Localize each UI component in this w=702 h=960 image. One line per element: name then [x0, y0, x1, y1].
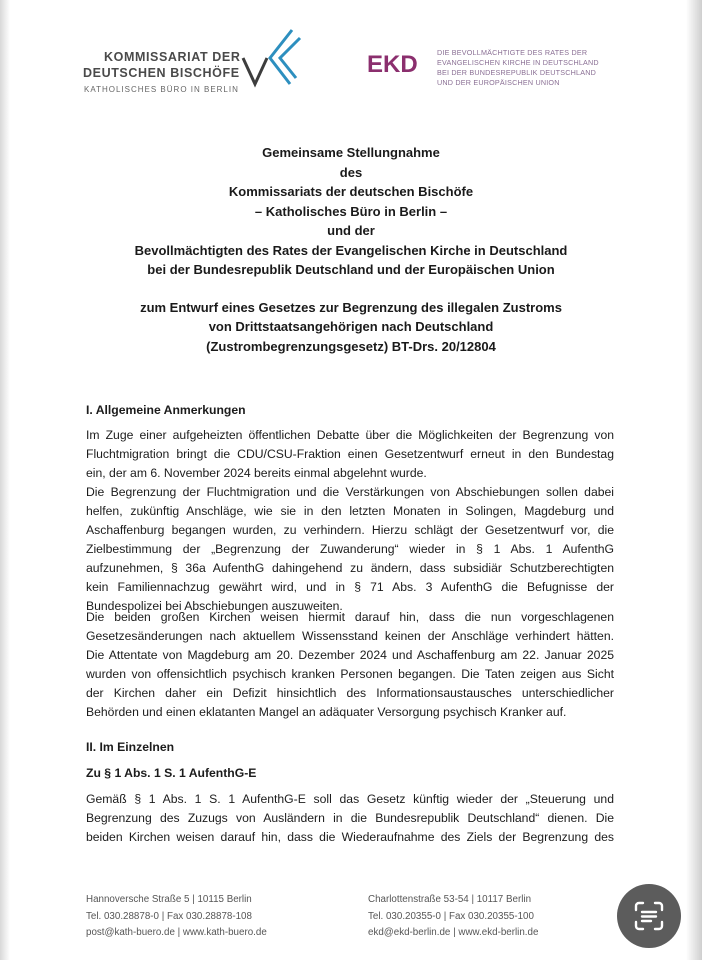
page-edge-right: [686, 0, 702, 960]
subtitle-line: (Zustrombegrenzungsgesetz) BT-Drs. 20/12804: [206, 338, 496, 354]
footer-line: Tel. 030.28878-0 | Fax 030.28878-108: [86, 910, 252, 922]
title-line: Kommissariats der deutschen Bischöfe: [228, 184, 474, 199]
ekd-logo-line: UND DER EUROPÄISCHEN UNION: [437, 78, 560, 87]
text-line: Bundespolizei bei Abschiebungen auszuweiten.: [86, 599, 343, 613]
title-line: und der: [327, 223, 375, 238]
paragraph: [86, 608, 614, 722]
text-line: der Kirchen daher ein Defizit hinsichtlich des Informationsaustausches unterschiedlicher: [86, 686, 614, 700]
kath-logo-line2: DEUTSCHEN BISCHÖFE: [83, 66, 240, 80]
page-edge-left: [0, 0, 10, 960]
ekd-logo-line: EVANGELISCHEN KIRCHE IN DEUTSCHLAND: [437, 58, 599, 67]
text-line: beiden Kirchen weisen darauf hin, dass die Wiederaufnahme des Ziels der Begrenzung des: [86, 830, 614, 844]
title-line: Gemeinsame Stellungnahme: [262, 145, 440, 160]
paragraph: [86, 426, 614, 483]
text-line: helfen, zukünftig Anschläge, wie sie in den letzten Monaten in Solingen, Magdeburg und: [86, 504, 614, 518]
footer-line: Hannoversche Straße 5 | 10115 Berlin: [86, 894, 252, 905]
ekd-logo-line: BEI DER BUNDESREPUBLIK DEUTSCHLAND: [437, 68, 596, 77]
section-heading: II. Im Einzelnen: [86, 740, 175, 754]
text-line: aufzunehmen, § 36a AufenthG dahingehend zu ändern, dass subsidiär Schutzberechtigten: [86, 561, 614, 575]
footer-address-kath: [86, 892, 267, 942]
text-line: ein, der am 6. November 2024 bereits einmal abgelehnt wurde.: [86, 466, 427, 480]
title-line: Bevollmächtigten des Rates der Evangelischen Kirche in Deutschland: [134, 242, 568, 258]
text-line: Begrenzung des Zuzugs von Ausländern in die Bundesrepublik Deutschland“ dienen. Die: [86, 811, 614, 825]
document-title: [82, 143, 620, 356]
text-scan-icon: [633, 900, 665, 932]
text-line: Fluchtmigration bringt die CDU/CSU-Fraktion einen Gesetzentwurf erneut in den Bundestag: [86, 447, 614, 461]
ekd-logo: [367, 48, 627, 98]
text-line: Gemäß § 1 Abs. 1 S. 1 AufenthG-E soll das Gesetz künftig wieder der „Steuerung und: [86, 792, 614, 806]
title-line: – Katholisches Büro in Berlin –: [254, 203, 448, 219]
text-line: wurden von offensichtlich psychisch kranken Personen begangen. Die Taten zeigen aus Sicht: [86, 667, 614, 681]
text-scan-button[interactable]: [617, 884, 681, 948]
text-line: kein Familiennachzug gewährt wird, und in § 71 Abs. 3 AufenthG die Befugnisse der: [86, 580, 614, 594]
kath-logo-line1: KOMMISSARIAT DER: [104, 50, 241, 64]
text-line: Aschaffenburg begangen wurden, zu verhindern. Hierzu schlägt der Gesetzentwurf vor, die: [86, 523, 614, 537]
text-line: Behörden und einen eklatanten Mangel an adäquater Versorgung psychisch Kranker auf.: [86, 705, 567, 719]
footer-line: post@kath-buero.de | www.kath-buero.de: [86, 927, 267, 938]
paragraph: [86, 483, 614, 616]
subtitle-line: von Drittstaatsangehörigen nach Deutschland: [208, 319, 494, 334]
footer-address-ekd: [368, 892, 538, 942]
paragraph: [86, 790, 614, 847]
subsection-heading: Zu § 1 Abs. 1 S. 1 AufenthG-E: [86, 766, 257, 780]
text-line: Zielbestimmung der „Begrenzung der Zuwanderung“ wieder in § 1 Abs. 1 AufenthG: [86, 542, 614, 556]
kath-buero-logo: [82, 30, 312, 100]
kath-logo-subtitle: KATHOLISCHES BÜRO IN BERLIN: [84, 85, 239, 94]
text-line: Die Attentate von Magdeburg am 20. Dezember 2024 und Aschaffenburg am 22. Januar 2025: [86, 648, 614, 662]
section-heading: I. Allgemeine Anmerkungen: [86, 403, 246, 417]
svg-text:EKD: EKD: [367, 52, 418, 74]
ekd-logo-mark: [367, 52, 437, 74]
text-line: Die Begrenzung der Fluchtmigration und die Verstärkungen von Abschiebungen sollen dabei: [86, 485, 614, 499]
ekd-logo-text: [437, 48, 627, 88]
kath-logo-mark-icon: [240, 28, 302, 94]
text-line: Im Zuge einer aufgeheizten öffentlichen Debatte über die Möglichkeiten der Begrenzung von: [86, 428, 614, 442]
footer-line: ekd@ekd-berlin.de | www.ekd-berlin.de: [368, 927, 539, 938]
footer-line: Charlottenstraße 53-54 | 10117 Berlin: [368, 894, 532, 905]
title-line: bei der Bundesrepublik Deutschland und der Europäischen Union: [147, 262, 555, 277]
ekd-logo-line: DIE BEVOLLMÄCHTIGTE DES RATES DER: [437, 48, 588, 57]
footer-line: Tel. 030.20355-0 | Fax 030.20355-100: [368, 910, 534, 922]
text-line: Gesetzesänderungen nach aktuellem Wissensstand keinen der Anschläge verhindert hätten.: [86, 629, 614, 643]
title-line: des: [339, 164, 363, 180]
text-line: Die beiden großen Kirchen weisen hiermit darauf hin, dass die nun vorgeschlagenen: [86, 610, 614, 624]
subtitle-line: zum Entwurf eines Gesetzes zur Begrenzung des illegalen Zustroms: [140, 299, 562, 315]
